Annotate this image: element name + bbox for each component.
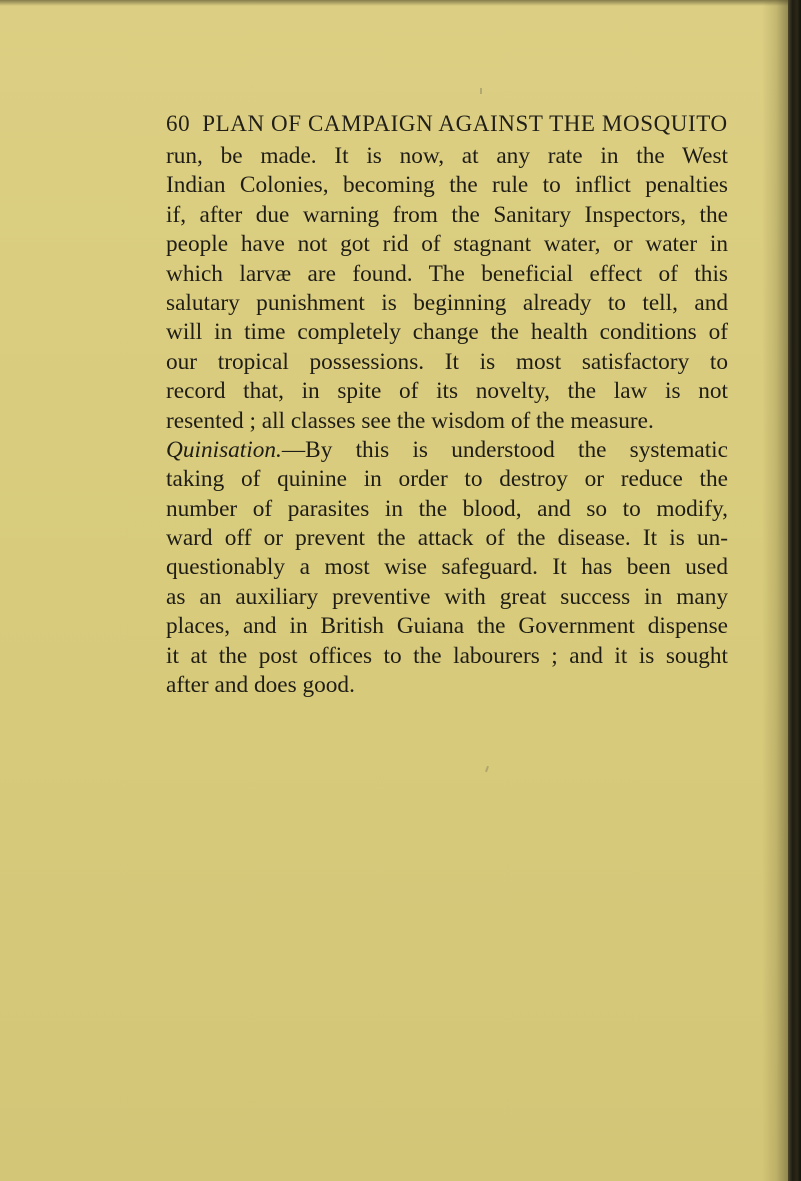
page-number: 60 xyxy=(166,111,191,136)
running-header xyxy=(166,111,726,137)
text-line: resented ; all classes see the wisdom of the measure. xyxy=(166,407,654,434)
running-title: PLAN OF CAMPAIGN AGAINST THE MOSQUITO xyxy=(202,111,728,136)
text-line: it at the post offices to the labourers ; and it is sought xyxy=(166,642,728,669)
text-line: questionably a most wise safeguard. It has been used xyxy=(166,554,728,581)
paper-speck xyxy=(485,766,489,772)
text-line: taking of quinine in order to destroy or reduce the xyxy=(166,466,728,493)
text-line: people have not got rid of stagnant water, or water in xyxy=(166,231,728,258)
section-term: Quinisation. xyxy=(166,436,282,463)
text-line: as an auxiliary preventive with great success in many xyxy=(166,583,728,610)
text-line: ward off or prevent the attack of the disease. It is un- xyxy=(166,525,728,552)
text-line: number of parasites in the blood, and so to modify, xyxy=(166,495,728,522)
paragraph-lead-rest: —By this is understood the systematic xyxy=(281,436,728,463)
text-line: will in time completely change the health conditions of xyxy=(166,319,728,346)
text-line: salutary punishment is beginning already to tell, and xyxy=(166,289,728,316)
page-edge-shadow xyxy=(762,0,788,1181)
text-line: Indian Colonies, becoming the rule to inflict penalties xyxy=(166,172,728,199)
page-top-shadow xyxy=(0,0,801,6)
text-line: after and does good. xyxy=(166,672,355,699)
text-line: run, be made. It is now, at any rate in the West xyxy=(166,143,728,169)
body-text xyxy=(166,142,728,700)
paper-speck xyxy=(480,88,482,94)
text-line: which larvæ are found. The beneficial effect of this xyxy=(166,260,728,287)
book-binding-edge xyxy=(788,0,801,1181)
text-line: if, after due warning from the Sanitary Inspectors, the xyxy=(166,201,728,228)
text-line: places, and in British Guiana the Government dispense xyxy=(166,613,728,640)
paragraph-lead-line xyxy=(166,436,728,465)
text-line: our tropical possessions. It is most satisfactory to xyxy=(166,348,728,375)
text-line: record that, in spite of its novelty, the law is not xyxy=(166,378,728,405)
